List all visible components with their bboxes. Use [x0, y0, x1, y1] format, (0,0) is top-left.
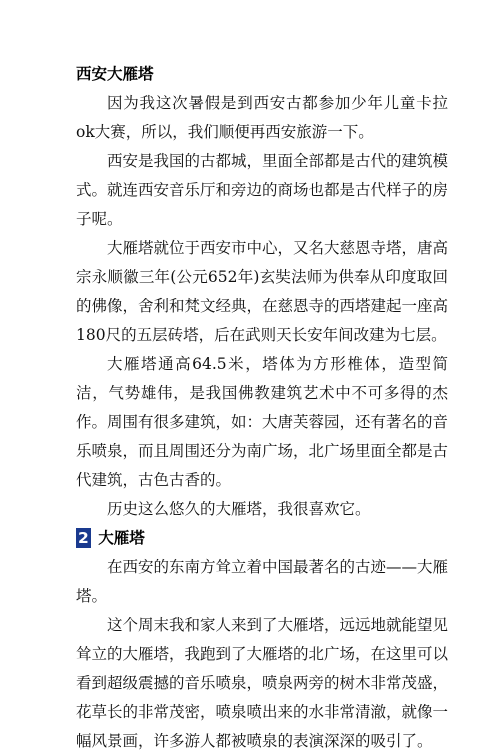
section-1-paragraph-1: 因为我这次暑假是到西安古都参加少年儿童卡拉ok大赛，所以，我们顺便再西安旅游一下。 [76, 94, 448, 141]
document-body [76, 60, 448, 756]
section-1-title: 西安大雁塔 [76, 65, 154, 83]
section-1-paragraph-2: 西安是我国的古都城，里面全部都是古代的建筑模式。就连西安音乐厅和旁边的商场也都是古代样子的房子呢。 [76, 152, 449, 228]
section-2-paragraph-2: 这个周末我和家人来到了大雁塔，远远地就能望见耸立的大雁塔，我跑到了大雁塔的北广场，在这里可以看到超级震撼的音乐喷泉，喷泉两旁的树木非常茂盛，花草长的非常茂密，喷泉喷出来的水非常清澈，就像一幅风景画，许多游人都被喷泉的表演深深的吸引了。 [76, 616, 449, 750]
section-2-title: 大雁塔 [98, 529, 145, 547]
section-2-paragraph-1: 在西安的东南方耸立着中国最著名的古迹——大雁塔。 [76, 558, 449, 605]
section-1-paragraph-5: 历史这么悠久的大雁塔，我很喜欢它。 [107, 500, 371, 518]
section-2-number: 2 [78, 529, 89, 547]
section-1-paragraph-3: 大雁塔就位于西安市中心，又名大慈恩寺塔，唐高宗永顺徽三年(公元652年)玄奘法师为供奉从印度取回的佛像，舍利和梵文经典，在慈恩寺的西塔建起一座高180尺的五层砖塔，后在武则天长安年间改建为七层。 [76, 239, 449, 344]
section-2-heading [76, 524, 448, 553]
section-1-paragraph-4: 大雁塔通高64.5米，塔体为方形椎体，造型简洁，气势雄伟，是我国佛教建筑艺术中不可多得的杰作。周围有很多建筑，如：大唐芙蓉园，还有著名的音乐喷泉，而且周围还分为南广场，北广场里面全都是古代建筑，古色古香的。 [76, 355, 449, 489]
